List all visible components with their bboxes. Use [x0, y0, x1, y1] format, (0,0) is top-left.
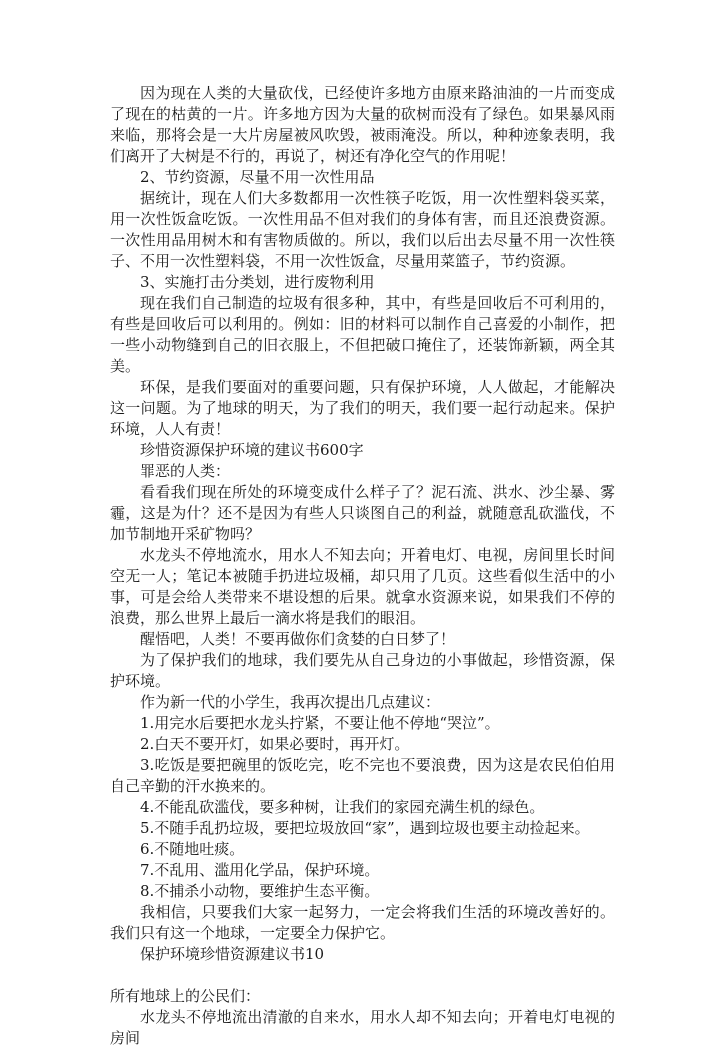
- salutation-humans: 罪恶的人类：: [140, 462, 231, 480]
- suggestion-item: 8.不捕杀小动物，要维护生态平衡。: [140, 882, 380, 900]
- salutation-citizens: 所有地球上的公民们：: [110, 987, 261, 1005]
- suggestion-item: 7.不乱用、滥用化学品，保护环境。: [140, 861, 380, 879]
- suggestion-item: 3.吃饭是要把碗里的饭吃完，吃不完也不要浪费，因为这是农民伯伯用自己辛勤的汗水换来的。: [110, 756, 615, 795]
- article-title-600: 珍惜资源保护环境的建议书600字: [140, 441, 364, 459]
- suggestion-item: 2.白天不要开灯，如果必要时，再开灯。: [140, 735, 410, 753]
- paragraph-conclusion: 我相信，只要我们大家一起努力，一定会将我们生活的环境改善好的。我们只有这一个地球，一定要全力保护它。: [110, 903, 615, 942]
- paragraph-recycling: 现在我们自己制造的垃圾有很多种，其中，有些是回收后不可利用的，有些是回收后可以利用的。例如：旧的材料可以制作自己喜爱的小制作，把一些小动物缝到自己的旧衣服上，不但把破口掩住了，还装饰新颖，两全其美。: [110, 294, 615, 375]
- suggestion-item: 6.不随地吐痰。: [140, 840, 245, 858]
- paragraph-waste: 水龙头不停地流水，用水人不知去向；开着电灯、电视，房间里长时间空无一人；笔记本被随手扔进垃圾桶，却只用了几页。这些看似生活中的小事，可是会给人类带来不堪设想的后果。就拿水资源来说，如果我们不停的浪费，那么世界上最后一滴水将是我们的眼泪。: [110, 546, 615, 627]
- paragraph-protect-earth: 为了保护我们的地球，我们要先从自己身边的小事做起，珍惜资源，保护环境。: [110, 651, 615, 690]
- document-body: [110, 83, 615, 1049]
- blank-line: [110, 965, 615, 986]
- paragraph-suggestions-intro: 作为新一代的小学生，我再次提出几点建议：: [140, 693, 441, 711]
- paragraph-trees: 因为现在人类的大量砍伐，已经使许多地方由原来路油油的一片而变成了现在的枯黄的一片。许多地方因为大量的砍树而没有了绿色。如果暴风雨来临，那将会是一大片房屋被风吹毁，被雨淹没。所以，种种迹象表明，我们离开了大树是不行的，再说了，树还有净化空气的作用呢！: [110, 84, 615, 165]
- article-title-10: 保护环境珍惜资源建议书10: [140, 945, 325, 963]
- heading-save-resources: 2、节约资源，尽量不用一次性用品: [140, 168, 375, 186]
- paragraph-disposables: 据统计，现在人们大多数都用一次性筷子吃饭，用一次性塑料袋买菜，用一次性饭盒吃饭。一次性用品不但对我们的身体有害，而且还浪费资源。一次性用品用树木和有害物质做的。所以，我们以后出去尽量不用一次性筷子、不用一次性塑料袋，不用一次性饭盒，尽量用菜篮子，节约资源。: [110, 189, 615, 270]
- suggestion-item: 1.用完水后要把水龙头拧紧，不要让他不停地“哭泣”。: [140, 714, 500, 732]
- heading-waste-sorting: 3、实施打击分类划，进行废物利用: [140, 273, 375, 291]
- paragraph-disasters: 看看我们现在所处的环境变成什么样子了？泥石流、洪水、沙尘暴、雾霾，这是为什？还不是因为有些人只谈图自己的利益，就随意乱砍滥伐，不加节制地开采矿物吗？: [110, 483, 615, 543]
- suggestion-item: 4.不能乱砍滥伐，要多种树，让我们的家园充满生机的绿色。: [140, 798, 545, 816]
- paragraph-wake-up: 醒悟吧，人类！不要再做你们贪婪的白日梦了！: [140, 630, 456, 648]
- suggestion-item: 5.不随手乱扔垃圾，要把垃圾放回“家”，遇到垃圾也要主动捡起来。: [140, 819, 590, 837]
- paragraph-tap-water: 水龙头不停地流出清澈的自来水，用水人却不知去向；开着电灯电视的房间: [110, 1008, 615, 1047]
- paragraph-environment: 环保，是我们要面对的重要问题，只有保护环境，人人做起，才能解决这一问题。为了地球的明天，为了我们的明天，我们要一起行动起来。保护环境，人人有责！: [110, 378, 615, 438]
